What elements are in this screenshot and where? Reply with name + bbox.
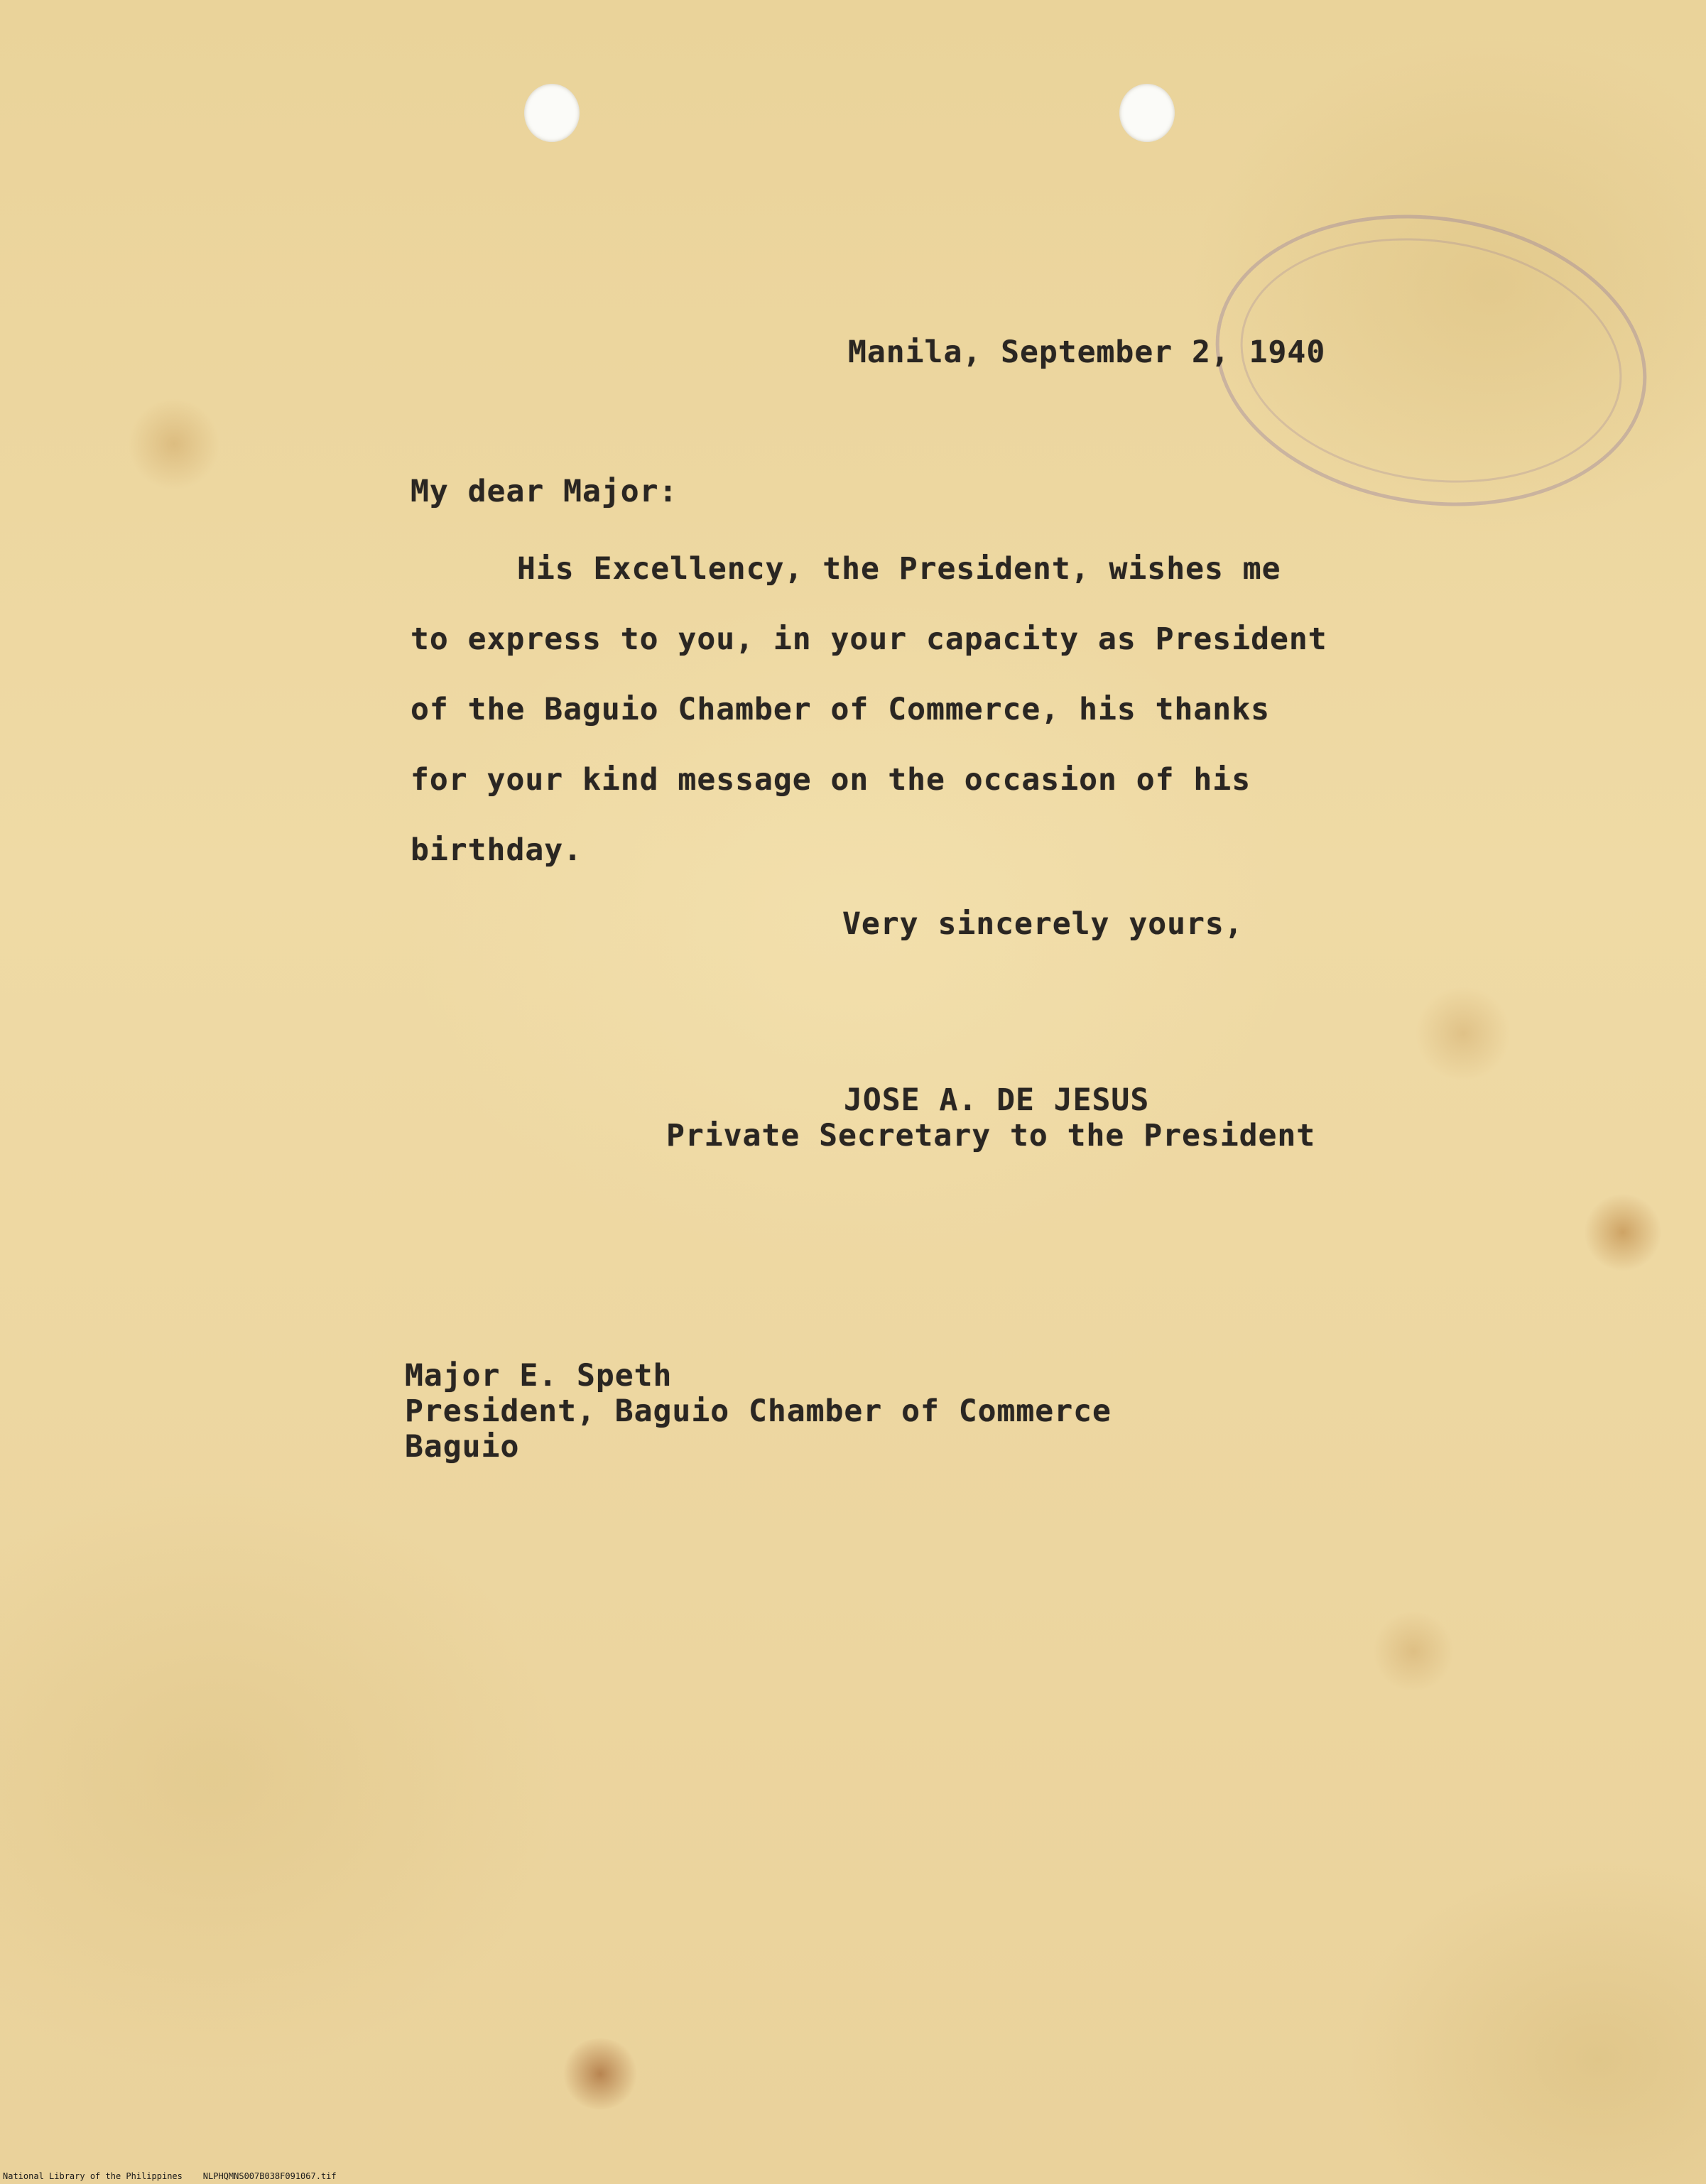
recipient-title: President, Baguio Chamber of Commerce (405, 1393, 1112, 1429)
signer-name: JOSE A. DE JESUS (844, 1082, 1150, 1118)
body-line: for your kind message on the occasion of his (411, 762, 1251, 798)
punch-hole-right (1119, 84, 1175, 142)
body-line: His Excellency, the President, wishes me (517, 551, 1281, 587)
stain (128, 398, 220, 490)
stain (1584, 1193, 1662, 1271)
dateline: Manila, September 2, 1940 (848, 335, 1326, 370)
body-line: to express to you, in your capacity as President (411, 621, 1327, 657)
stain (1371, 1612, 1456, 1690)
footer-file-name: NLPHQMNS007B038F091067.tif (202, 2171, 337, 2181)
body-line: of the Baguio Chamber of Commerce, his thanks (411, 692, 1270, 727)
stain (1413, 987, 1513, 1080)
footer-institution: National Library of the Philippines (3, 2171, 183, 2181)
scan-footer (3, 2171, 337, 2182)
recipient-city: Baguio (405, 1429, 520, 1465)
closing: Very sincerely yours, (842, 906, 1244, 942)
recipient-name: Major E. Speth (405, 1358, 673, 1393)
salutation: My dear Major: (411, 474, 678, 509)
signer-title: Private Secretary to the President (666, 1118, 1316, 1153)
punch-hole-left (524, 84, 580, 142)
body-line: birthday. (411, 832, 582, 868)
stain (561, 2038, 639, 2109)
